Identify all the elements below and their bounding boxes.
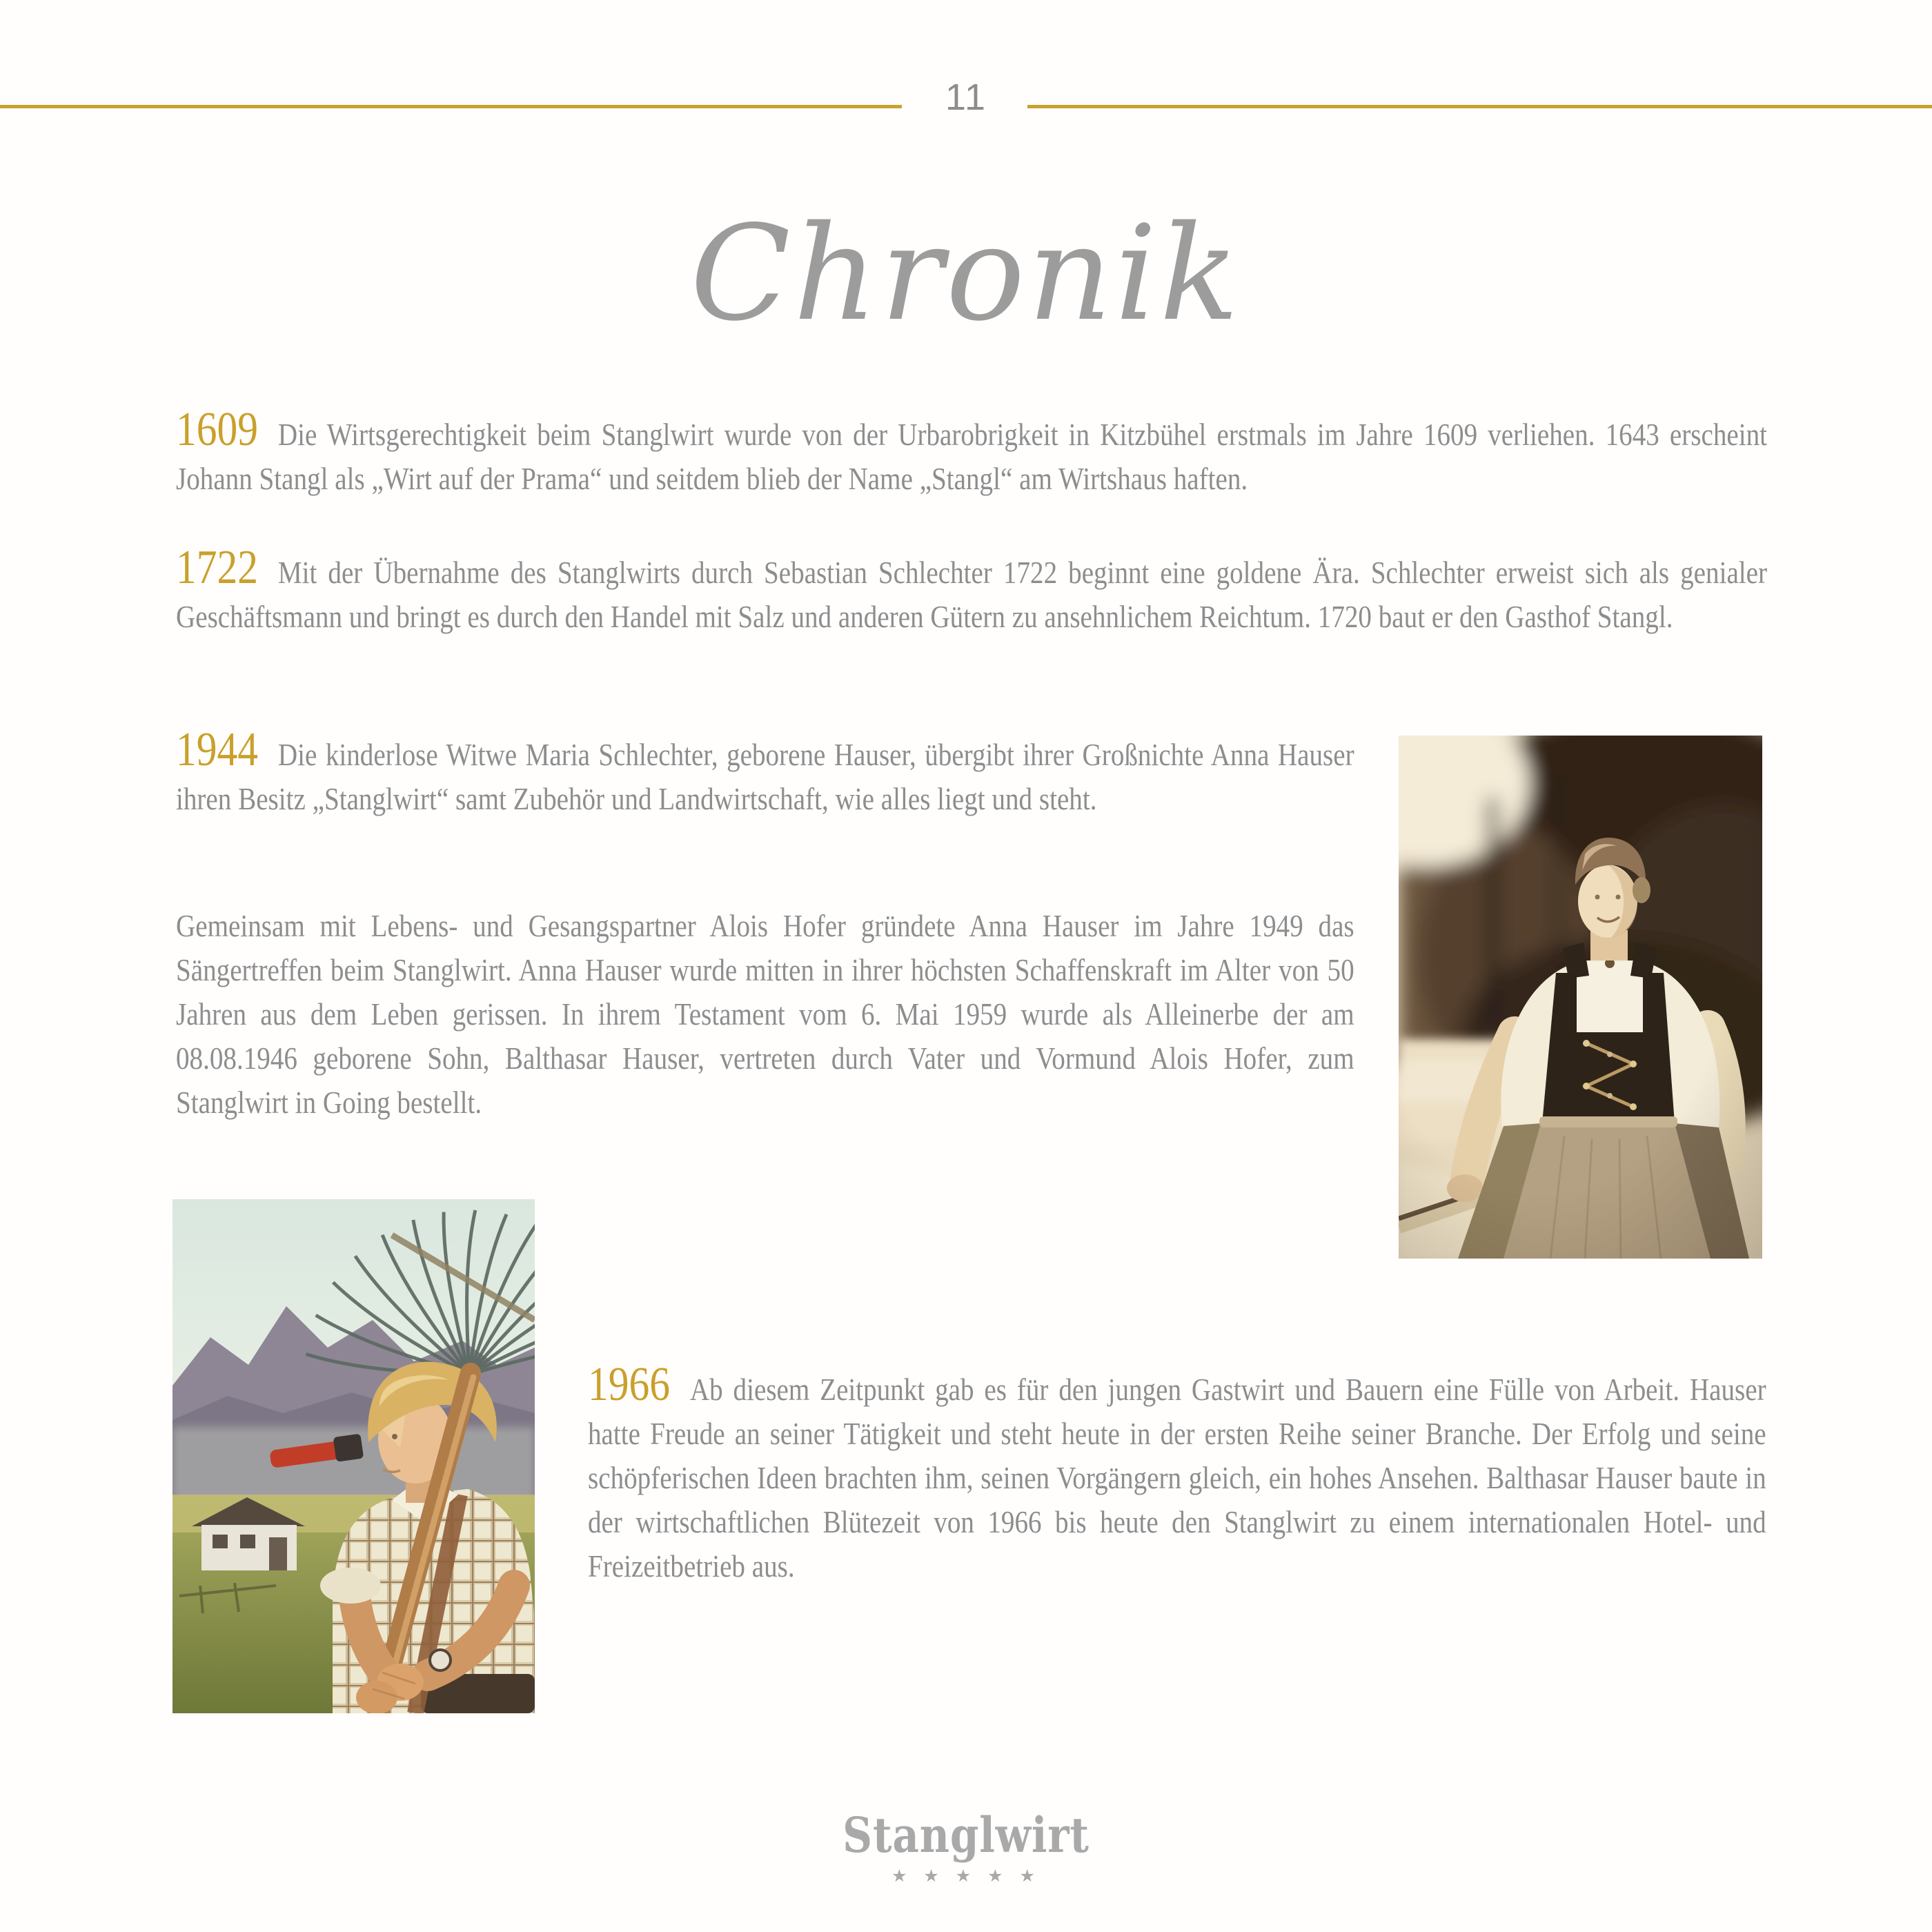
paragraph-1966 bbox=[588, 1358, 1766, 1588]
page-title: Chronik bbox=[690, 197, 1242, 350]
stanglwirt-logo: Stanglwirt bbox=[842, 1806, 1090, 1864]
paragraph-1944 bbox=[176, 723, 1354, 821]
photo-anna-hauser bbox=[1399, 736, 1762, 1259]
vignette bbox=[1399, 736, 1762, 1259]
page-number: 11 bbox=[945, 77, 987, 118]
gold-rule-left bbox=[0, 105, 902, 108]
year-1944: 1944 bbox=[176, 723, 258, 776]
year-1609: 1609 bbox=[176, 403, 258, 456]
paragraph-1722 bbox=[176, 541, 1768, 639]
paragraph-1609-text: Die Wirtsgerechtigkeit beim Stanglwirt wurde von der Urbarobrigkeit in Kitzbühel erstmals im Jahre 1609 verliehen. 1643 erscheint Johann Stangl als „Wirt auf der Prama“ und seitdem blieb der Name „Stangl“ am Wirtshaus haften. bbox=[176, 417, 1768, 496]
paragraph-gemeinsam-text: Gemeinsam mit Lebens- und Gesangspartner Alois Hofer gründete Anna Hauser im Jahre 1949 das Sängertreffen beim Stanglwirt. Anna Hauser wurde mitten in ihrer höchsten Schaffenskraft im Alter von 50 Jahren aus dem Leben gerissen. In ihrem Testament vom 6. Mai 1959 wurde als Alleinerbe der am 08.08.1946 geborene Sohn, Balthasar Hauser, vertreten durch Vater und Vormund Alois Hofer, zum Stanglwirt in Going bestellt. bbox=[176, 908, 1354, 1120]
paragraph-1609 bbox=[176, 403, 1768, 501]
paragraph-1722-text: Mit der Übernahme des Stanglwirts durch Sebastian Schlechter 1722 beginnt eine goldene Ära. Schlechter erweist sich als genialer Geschäftsmann und bringt es durch den Handel mit Salz und anderen Gütern zu ansehnlichem Reichtum. 1720 baut er den Gasthof Stangl. bbox=[176, 555, 1768, 634]
year-1966: 1966 bbox=[588, 1358, 670, 1411]
gold-rule-right bbox=[1027, 105, 1932, 108]
wristwatch bbox=[430, 1650, 451, 1670]
logo-stars: ★ ★ ★ ★ ★ bbox=[891, 1866, 1041, 1886]
year-1722: 1722 bbox=[176, 541, 258, 594]
paragraph-1944-text: Die kinderlose Witwe Maria Schlechter, geborene Hauser, übergibt ihrer Großnichte Anna Hauser ihren Besitz „Stanglwirt“ samt Zubehör und Landwirtschaft, wie alles liegt und steht. bbox=[176, 737, 1354, 816]
paragraph-gemeinsam bbox=[176, 904, 1354, 1125]
photo-balthasar-hauser bbox=[172, 1199, 535, 1713]
paragraph-1966-text: Ab diesem Zeitpunkt gab es für den jungen Gastwirt und Bauern eine Fülle von Arbeit. Hauser hatte Freude an seiner Tätigkeit und steht heute in der ersten Reihe seiner Branche. Der Erfolg und seine schöpferischen Ideen brachten ihm, seinen Vorgängern gleich, ein hohes Ansehen. Balthasar Hauser baute in der wirtschaftlichen Blütezeit von 1966 bis heute den Stanglwirt zu einem internationalen Hotel- und Freizeitbetrieb aus. bbox=[588, 1372, 1766, 1584]
